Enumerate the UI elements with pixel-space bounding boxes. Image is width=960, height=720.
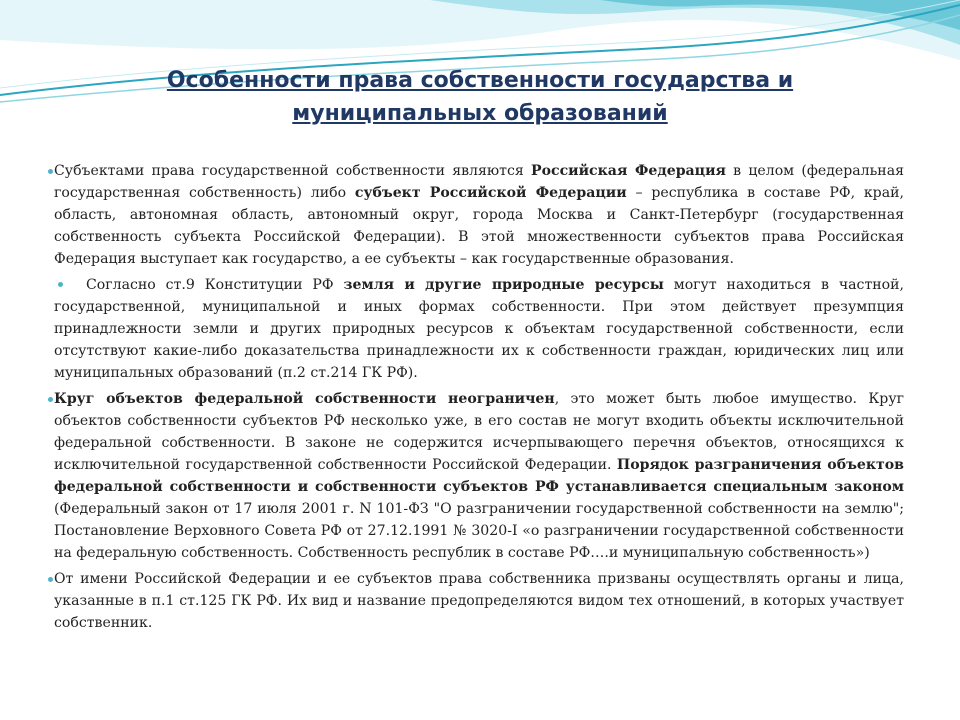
paragraph-bold-text: субъект Российской Федерации [354, 185, 627, 201]
bullet-dot-icon [58, 282, 63, 287]
paragraph-constitution [54, 274, 904, 384]
bullet-dot-icon [48, 169, 53, 174]
paragraph-federal-objects [54, 388, 904, 564]
paragraph-bold-text: Круг объектов федеральной собственности неограничен [54, 391, 555, 407]
paragraph-subjects [54, 160, 904, 270]
bullet-dot-icon [48, 577, 53, 582]
paragraph-bold-text: Российская Федерация [530, 163, 726, 179]
paragraph-bold-text: земля и другие природные ресурсы [343, 277, 664, 293]
paragraph-text: Согласно ст.9 Конституции РФ [86, 277, 344, 293]
paragraph-owner-rights [54, 568, 904, 634]
slide-title [60, 64, 900, 130]
paragraph-text: – республика в составе РФ, край, область, автономная область, автономный округ, города Москва и Санкт-Петербург (государственная собственность субъекта Российской Федерации). В этой множественности субъектов права Российская Федерация выступает как государство, а ее субъекты – как государственные образования. [54, 185, 904, 267]
slide-title-line1: Особенности права собственности государства и [166, 68, 794, 93]
paragraph-text: могут находиться в частной, государственной, муниципальной и иных формах собственности. При этом действует презумпция принадлежности земли и других природных ресурсов к объектам государственной собственности, если отсутствуют какие-либо доказательства принадлежности их к собственности граждан, юридических лиц или муниципальных образований (п.2 ст.214 ГК РФ). [54, 277, 904, 381]
paragraph-text: Субъектами права государственной собственности являются [54, 163, 531, 179]
paragraph-text: От имени Российской Федерации и ее субъектов права собственника призваны осуществлять органы и лица, указанные в п.1 ст.125 ГК РФ. Их вид и название предопределяются видом тех отношений, в которых участвует собственник. [54, 571, 904, 631]
slide-body [54, 160, 904, 638]
paragraph-text: , это может быть любое имущество. Круг объектов собственности субъектов РФ несколько уже, в его состав не могут входить объекты исключительной федеральной собственности. В законе не содержится исчерпывающего перечня объектов, относящихся к исключительной государственной собственности Российской Федерации. [54, 391, 904, 473]
paragraph-bold-text: Порядок разграничения объектов федеральной собственности и собственности субъектов РФ устанавливается специальным законом [54, 457, 904, 495]
bullet-dot-icon [48, 397, 53, 402]
paragraph-text: (Федеральный закон от 17 июля 2001 г. N 101-ФЗ "О разграничении государственной собственности на землю"; Постановление Верховного Совета РФ от 27.12.1991 № 3020-I «о разграничении государственной собственности на федеральную собственность. Собственность республик в составе РФ….и муниципальную собственность») [54, 501, 904, 561]
paragraph-text: в целом (федеральная государственная собственность) либо [54, 163, 904, 201]
slide-title-line2: муниципальных образований [292, 101, 668, 126]
